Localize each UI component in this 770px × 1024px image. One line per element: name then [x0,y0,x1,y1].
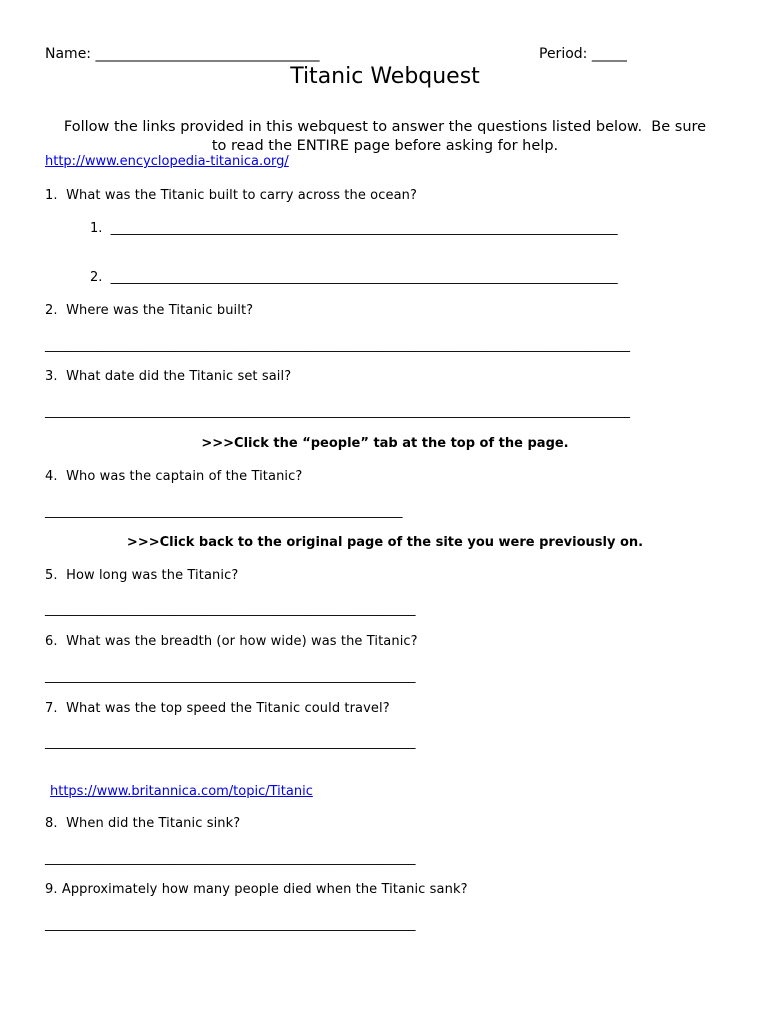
encyclopedia-titanica-link[interactable]: http://www.encyclopedia-titanica.org/ [45,154,289,169]
answer-line-2[interactable]: __________________________________________________________________________________________ [45,338,630,353]
answer-line-5[interactable]: _________________________________________________________ [45,602,416,617]
answer-line-7[interactable]: _________________________________________________________ [45,735,416,750]
answer-line-6[interactable]: _________________________________________________________ [45,669,416,684]
instruction-click-back: >>>Click back to the original page of the site you were previously on. [126,535,644,550]
answer-line-1-2[interactable]: 2. ______________________________________________________________________________ [90,270,618,285]
question-7: 7. What was the top speed the Titanic could travel? [45,701,390,716]
answer-line-8[interactable]: _________________________________________________________ [45,851,416,866]
question-4: 4. Who was the captain of the Titanic? [45,469,303,484]
intro-line-2: to read the ENTIRE page before asking for help. [211,138,559,154]
question-8: 8. When did the Titanic sink? [45,816,241,831]
answer-line-4[interactable]: _______________________________________________________ [45,504,403,519]
question-2: 2. Where was the Titanic built? [45,303,254,318]
period-field[interactable]: Period: _____ [539,46,627,62]
question-1: 1. What was the Titanic built to carry across the ocean? [45,188,417,203]
answer-line-3[interactable]: __________________________________________________________________________________________ [45,404,630,419]
question-3: 3. What date did the Titanic set sail? [45,369,292,384]
name-field[interactable]: Name: ________________________________ [45,46,320,62]
question-9: 9. Approximately how many people died when the Titanic sank? [45,882,468,897]
question-5: 5. How long was the Titanic? [45,568,239,583]
page-title: Titanic Webquest [290,64,480,89]
britannica-link[interactable]: https://www.britannica.com/topic/Titanic [50,784,313,799]
answer-line-1-1[interactable]: 1. ______________________________________________________________________________ [90,221,618,236]
answer-line-9[interactable]: _________________________________________________________ [45,917,416,932]
question-6: 6. What was the breadth (or how wide) was the Titanic? [45,634,418,649]
intro-line-1: Follow the links provided in this webquest to answer the questions listed below. Be sure [63,119,707,135]
instruction-people-tab: >>>Click the “people” tab at the top of the page. [201,436,569,451]
